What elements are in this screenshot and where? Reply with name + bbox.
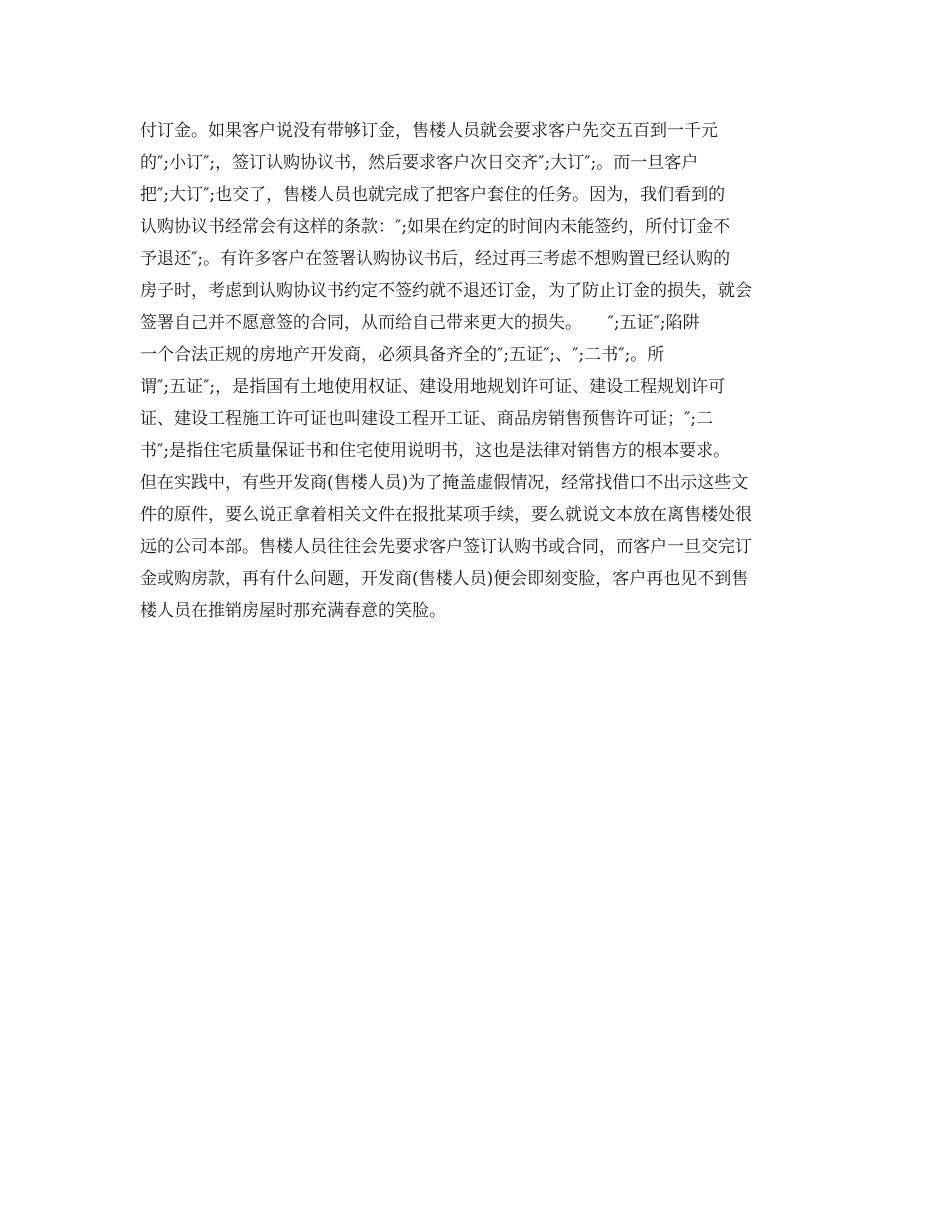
text-line: 付订金。如果客户说没有带够订金，售楼人员就会要求客户先交五百到一千元 [140, 121, 718, 141]
text-line: 但在实践中，有些开发商(售楼人员)为了掩盖虚假情况，经常找借口不出示这些文 [140, 473, 749, 493]
text-line: 认购协议书经常会有这样的条款：″;如果在约定的时间内未能签约，所付订金不 [140, 217, 731, 237]
text-line: 予退还″;。有许多客户在签署认购协议书后，经过再三考虑不想购置已经认购的 [140, 249, 731, 269]
text-line: 的″;小订″;，签订认购协议书，然后要求客户次日交齐″;大订″;。而一旦客户 [140, 153, 699, 173]
text-line: 房子时，考虑到认购协议书约定不签约就不退还订金，为了防止订金的损失，就会 [140, 281, 752, 301]
text-line: 把″;大订″;也交了，售楼人员也就完成了把客户套住的任务。因为，我们看到的 [140, 185, 726, 205]
text-line: 楼人员在推销房屋时那充满春意的笑脸。 [140, 601, 446, 621]
text-line: 金或购房款，再有什么问题，开发商(售楼人员)便会即刻变脸，客户再也见不到售 [140, 569, 749, 589]
text-line: 一个合法正规的房地产开发商，必须具备齐全的″;五证″;、″;二书″;。所 [140, 345, 665, 365]
text-line: 件的原件，要么说正拿着相关文件在报批某项手续，要么就说文本放在离售楼处很 [140, 505, 752, 525]
body-text [140, 115, 820, 627]
text-line: 证、建设工程施工许可证也叫建设工程开工证、商品房销售预售许可证；″;二 [140, 409, 714, 429]
text-line: 谓″;五证″;，是指国有土地使用权证、建设用地规划许可证、建设工程规划许可 [140, 377, 726, 397]
text-line: 签署自己并不愿意签的合同，从而给自己带来更大的损失。 ″;五证″;陷阱 [140, 313, 700, 333]
text-line: 书″;是指住宅质量保证书和住宅使用说明书，这也是法律对销售方的根本要求。 [140, 441, 731, 461]
text-line: 远的公司本部。售楼人员往往会先要求客户签订认购书或合同，而客户一旦交完订 [140, 537, 752, 557]
